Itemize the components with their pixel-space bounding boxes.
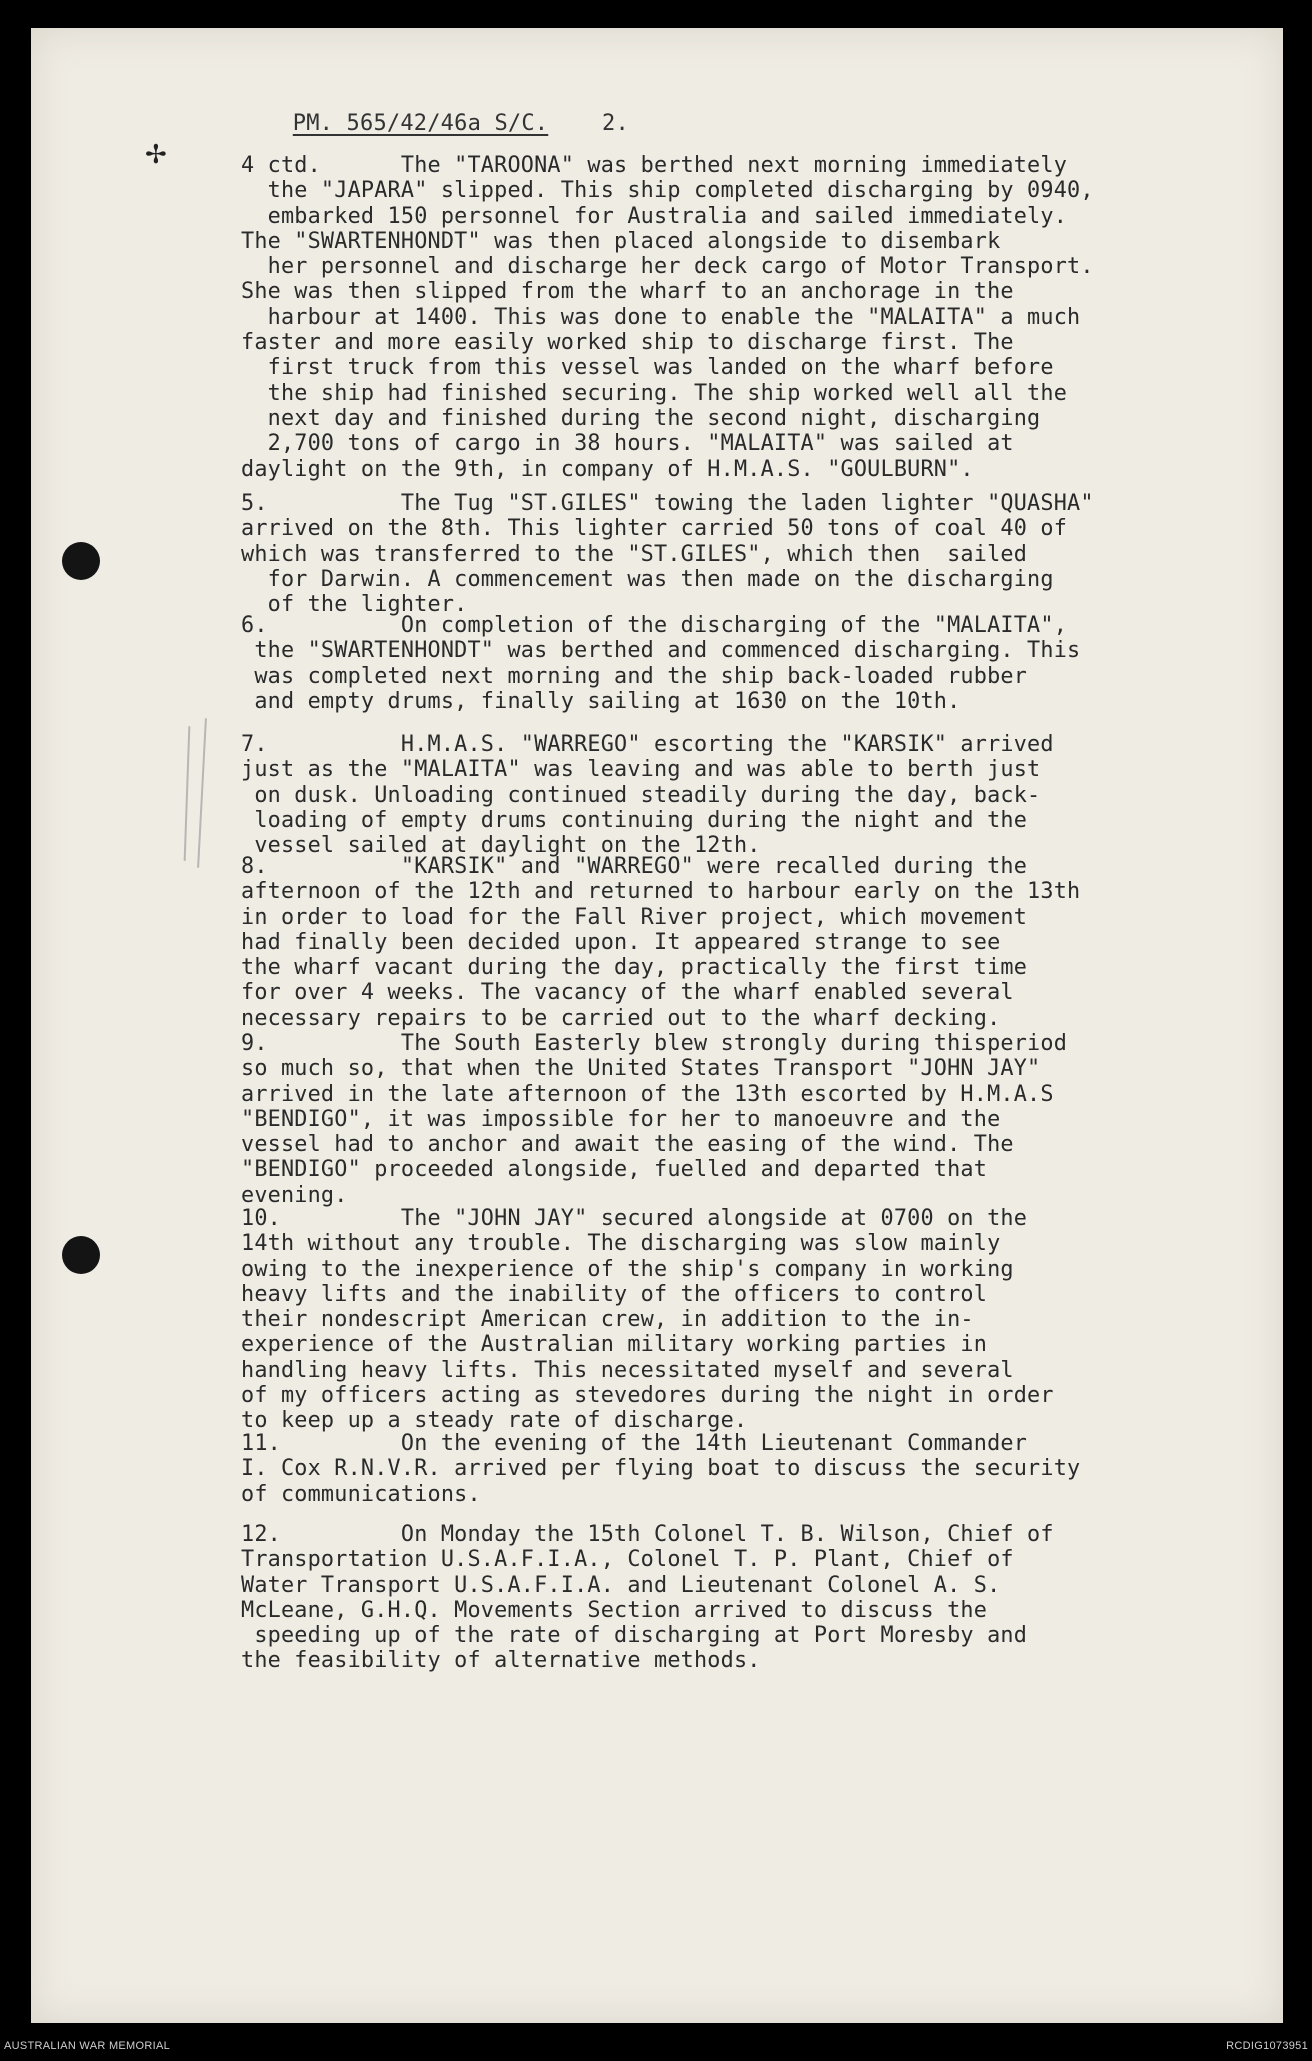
paragraph-6: 6. On completion of the discharging of the "MALAITA", the "SWARTENHONDT" was berthed and commenced discharging. This was completed next morning and the ship back-loaded rubber and empty drums, finally sailing at 1630 on the 10th. — [241, 613, 1081, 714]
page-number: 2. — [602, 111, 629, 137]
document-reference: PM. 565/42/46a S/C. — [292, 111, 549, 137]
paragraph-9: 9. The South Easterly blew strongly during thisperiod so much so, that when the United States Transport "JOHN JAY" arrived in the late afternoon of the 13th escorted by H.M.A.S "BENDIGO", it was impossible for her to manoeuvre and the vessel had to anchor and await the easing of the wind. The "BENDIGO" proceeded alongside, fuelled and departed that evening. — [241, 1031, 1068, 1208]
paragraph-12: 12. On Monday the 15th Colonel T. B. Wilson, Chief of Transportation U.S.A.F.I.A., Colonel T. P. Plant, Chief of Water Transport U.S.A.F.I.A. and Lieutenant Colonel A. S. McLeane, G.H.Q. Movements Section arrived to discuss the speeding up of the rate of discharging at Port Moresby and the feasibility of alternative methods. — [241, 1522, 1054, 1674]
pencil-line-right — [197, 718, 207, 868]
paragraph-5: 5. The Tug "ST.GILES" towing the laden lighter "QUASHA" arrived on the 8th. This lighter carried 50 tons of coal 40 of which was transferred to the "ST.GILES", which then sailed for Darwin. A commencement was then made on the discharging of the lighter. — [241, 491, 1094, 618]
pencil-line-left — [184, 726, 191, 861]
document-page — [31, 28, 1283, 2023]
ink-mark: ✢ — [145, 140, 167, 170]
page-header — [239, 86, 629, 162]
paragraph-7: 7. H.M.A.S. "WARREGO" escorting the "KARSIK" arrived just as the "MALAITA" was leaving and was able to berth just on dusk. Unloading continued steadily during the day, back- loading of empty drums continuing during the night and the vessel sailed at daylight on the 12th. — [241, 732, 1054, 859]
footer-record-id: RCDIG1073951 — [1226, 2040, 1308, 2052]
paragraph-8: 8. "KARSIK" and "WARREGO" were recalled during the afternoon of the 12th and returned to harbour early on the 13th in order to load for the Fall River project, which movement had finally been decided upon. It appeared strange to see the wharf vacant during the day, practically the first time for over 4 weeks. The vacancy of the wharf enabled several necessary repairs to be carried out to the wharf decking. — [241, 854, 1081, 1031]
punch-hole-bottom — [62, 1236, 100, 1274]
paragraph-11: 11. On the evening of the 14th Lieutenant Commander I. Cox R.N.V.R. arrived per flying boat to discuss the security of communications. — [241, 1431, 1081, 1507]
footer-archive-label: AUSTRALIAN WAR MEMORIAL — [4, 2040, 171, 2052]
punch-hole-top — [62, 542, 100, 580]
paragraph-4: 4 ctd. The "TAROONA" was berthed next morning immediately the "JAPARA" slipped. This ship completed discharging by 0940, embarked 150 personnel for Australia and sailed immediately. The "SWARTENHONDT" was then placed alongside to disembark her personnel and discharge her deck cargo of Motor Transport. She was then slipped from the wharf to an anchorage in the harbour at 1400. This was done to enable the "MALAITA" a much faster and more easily worked ship to discharge first. The first truck from this vessel was landed on the wharf before the ship had finished securing. The ship worked well all the next day and finished during the second night, discharging 2,700 tons of cargo in 38 hours. "MALAITA" was sailed at daylight on the 9th, in company of H.M.A.S. "GOULBURN". — [241, 153, 1094, 482]
paragraph-10: 10. The "JOHN JAY" secured alongside at 0700 on the 14th without any trouble. The discharging was slow mainly owing to the inexperience of the ship's company in working heavy lifts and the inability of the officers to control their nondescript American crew, in addition to the in- experience of the Australian military working parties in handling heavy lifts. This necessitated myself and several of my officers acting as stevedores during the night in order to keep up a steady rate of discharge. — [241, 1206, 1054, 1434]
